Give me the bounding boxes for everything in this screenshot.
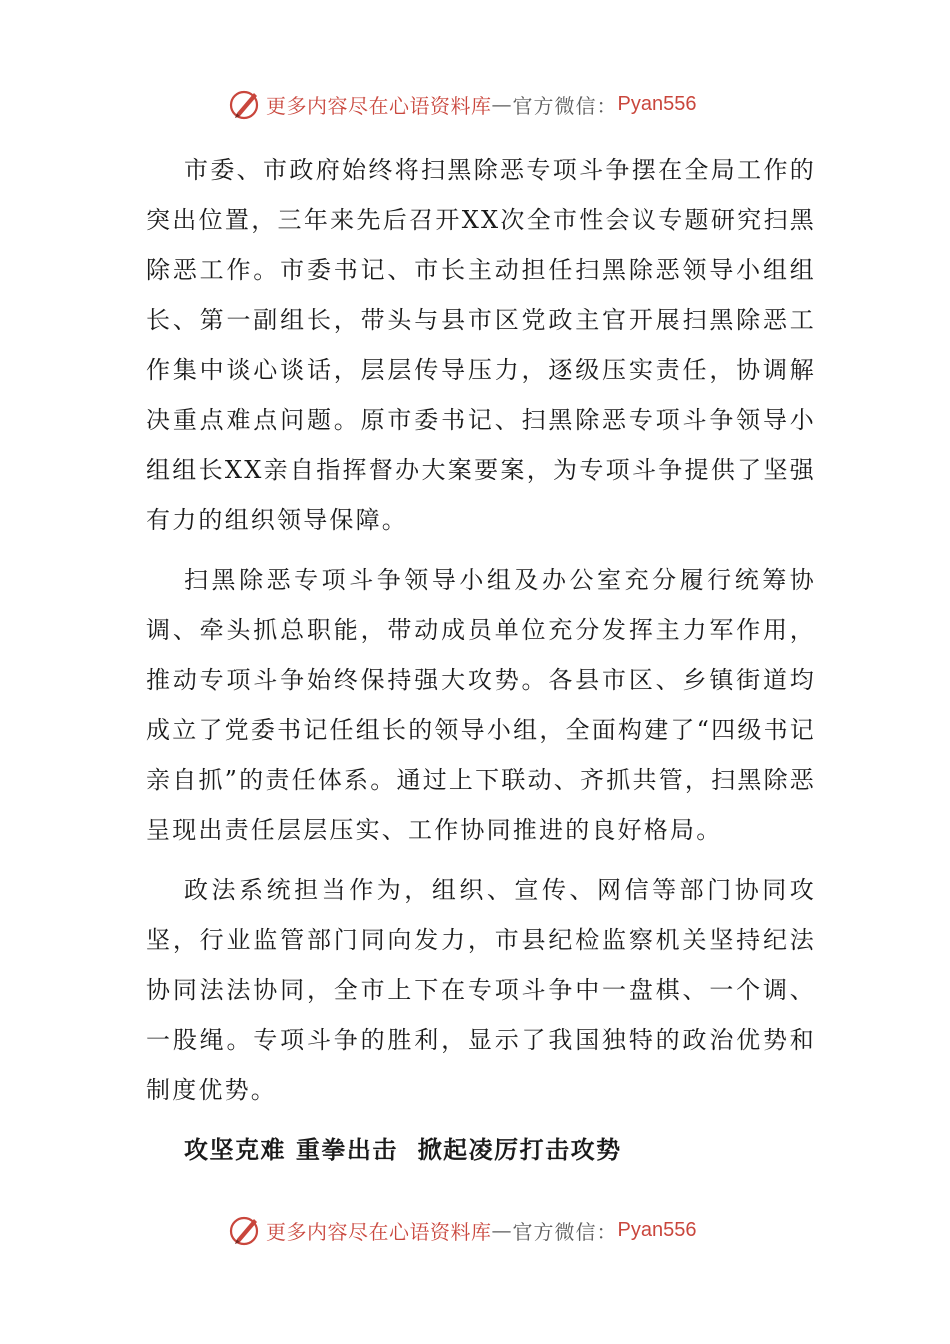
- document-body: [146, 145, 816, 1175]
- body-paragraph-3: 政法系统担当作为，组织、宣传、网信等部门协同攻坚，行业监管部门同向发力，市县纪检监察机关坚持纪法协同法法协同，全市上下在专项斗争中一盘棋、一个调、一股绳。专项斗争的胜利，显示了我国独特的政治优势和制度优势。: [146, 876, 816, 1104]
- body-paragraph-2: 扫黑除恶专项斗争领导小组及办公室充分履行统筹协调、牵头抓总职能，带动成员单位充分发挥主力军作用，推动专项斗争始终保持强大攻势。各县市区、乡镇街道均成立了党委书记任组长的领导小组，全面构建了“四级书记亲自抓”的责任体系。通过上下联动、齐抓共管，扫黑除恶呈现出责任层层压实、工作协同推进的良好格局。: [146, 566, 816, 844]
- footer-watermark: [228, 1210, 696, 1250]
- watermark-dash: —: [491, 92, 513, 116]
- watermark-dash: —: [491, 1218, 513, 1242]
- header-watermark: [228, 84, 696, 124]
- section-heading: 攻坚克难 重拳出击 掀起凌厉打击攻势: [184, 1136, 622, 1164]
- watermark-contact-id: Pyan556: [617, 1218, 697, 1241]
- watermark-contact-label: 官方微信：: [512, 93, 618, 118]
- pen-logo-icon: [228, 1213, 262, 1247]
- watermark-contact-label: 官方微信：: [512, 1219, 618, 1244]
- pen-logo-icon: [228, 87, 262, 121]
- body-paragraph-1: 市委、市政府始终将扫黑除恶专项斗争摆在全局工作的突出位置，三年来先后召开XX次全市性会议专题研究扫黑除恶工作。市委书记、市长主动担任扫黑除恶领导小组组长、第一副组长，带头与县市区党政主官开展扫黑除恶工作集中谈心谈话，层层传导压力，逐级压实责任，协调解决重点难点问题。原市委书记、扫黑除恶专项斗争领导小组组长XX亲自指挥督办大案要案，为专项斗争提供了坚强有力的组织领导保障。: [146, 156, 816, 534]
- watermark-contact-id: Pyan556: [617, 92, 697, 115]
- watermark-site-text: 更多内容尽在心语资料库: [266, 1219, 492, 1244]
- watermark-site-text: 更多内容尽在心语资料库: [266, 93, 492, 118]
